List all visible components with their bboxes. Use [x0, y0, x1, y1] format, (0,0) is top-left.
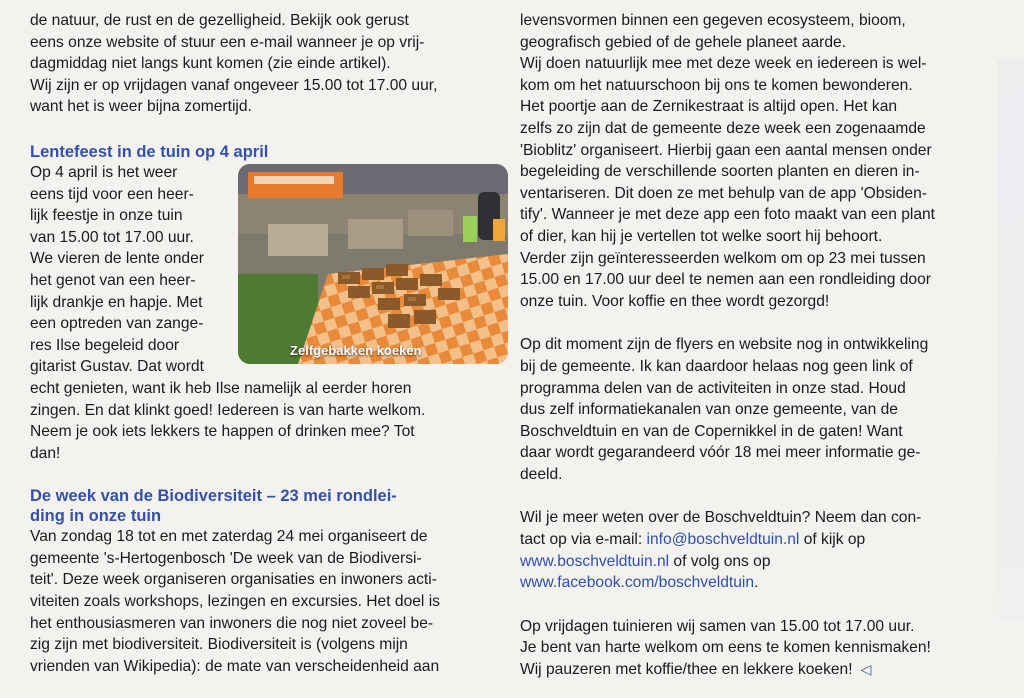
contact-intro-text: Wil je meer weten over de Boschveldtuin? Neem dan con- tact op via e-mail:	[520, 509, 922, 549]
contact-end-text: .	[754, 574, 759, 592]
lentefeest-heading: Lentefeest in de tuin op 4 april	[30, 142, 269, 161]
left-column	[30, 10, 506, 677]
right-column	[520, 10, 998, 681]
website-link[interactable]: www.boschveldtuin.nl	[520, 552, 670, 570]
contact-mid2-text: of volg ons op	[673, 552, 771, 570]
cookies-photo	[238, 164, 508, 364]
contact-mid-text: of kijk op	[803, 531, 866, 549]
bioblitz-paragraph: levensvormen binnen een gegeven ecosysteem, bioom, geografisch gebied of de gehele planeet aarde. Wij doen natuurlijk mee met deze week en iedereen is wel- kom om het natuurschoon bij ons te komen bewonderen. Het poortje aan de Zernikestraat is altijd open. Het kan zelfs zo zijn dat de gemeente deze week een zogenaamde 'Bioblitz' organiseert. Hierbij gaan een aantal mensen onder begeleiding de verschillende soorten planten en dieren in- ventariseren. Dit doen ze met behulp van de app 'Obsiden- tify'. Wanneer je met deze app een foto maakt van een plant of dier, kan hij je vertellen tot welke soort hij behoort. Verder zijn geïnteresseerden welkom om op 23 mei tussen 15.00 en 17.00 uur deel te nemen aan een rondleiding door onze tuin. Voor koffie en thee wordt gezorgd!	[520, 12, 936, 310]
lentefeest-block	[30, 162, 506, 378]
facebook-link[interactable]: www.facebook.com/boschveldtuin	[520, 574, 755, 592]
closing-text: Op vrijdagen tuinieren wij samen van 15.00 tot 17.00 uur. Je bent van harte welkom om eens te komen kennismaken! Wij pauzeren met koffie/thee en lekkere koeken!	[520, 617, 931, 679]
contact-paragraph	[520, 507, 998, 593]
email-link[interactable]: info@boschveldtuin.nl	[646, 531, 800, 549]
closing-paragraph	[520, 616, 998, 681]
biodiversiteit-heading: De week van de Biodiversiteit – 23 mei rondlei- ding in onze tuin	[30, 487, 397, 526]
cookies-photo-illustration	[238, 164, 508, 364]
flyers-paragraph: Op dit moment zijn de flyers en website nog in ontwikkeling bij de gemeente. Ik kan daardoor helaas nog geen link of programma delen van de activiteiten in onze stad. Houd dus zelf informatiekanalen van onze gemeente, van de Boschveldtuin en van de Copernikkel in de gaten! Want daar wordt gegarandeerd vóór 18 mei meer informatie ge- deeld.	[520, 336, 929, 483]
biodiversiteit-text: Van zondag 18 tot en met zaterdag 24 mei organiseert de gemeente 's-Hertogenbosch 'De week van de Biodiversi- teit'. Deze week organiseren organisaties en inwoners acti- viteiten zoals workshops, lezingen en excursies. Het doel is het enthousiasmeren van inwoners die nog niet zoveel be- zig zijn met biodiversiteit. Biodiversiteit is (volgens mijn vrienden van Wikipedia): de mate van verscheidenheid aan	[30, 528, 440, 675]
lentefeest-rest-text: echt genieten, want ik heb Ilse namelijk al eerder horen zingen. En dat klinkt goed! Iedereen is van harte welkom. Neem je ook iets lekkers te happen of drinken mee? Tot dan!	[30, 379, 426, 462]
lentefeest-float-text: Op 4 april is het weer eens tijd voor een heer- lijk feestje in onze tuin van 15.00 tot 17.00 uur. We vieren de lente onder het genot van een heer- lijk drankje en hapje. Met een optreden van zange- res Ilse begeleid door gitarist Gustav. Dat wordt	[30, 163, 204, 376]
triangle-left-icon: ◁	[860, 661, 872, 678]
intro-paragraph: de natuur, de rust en de gezelligheid. Bekijk ook gerust eens onze website of stuur een e-mail wanneer je op vrij- dagmiddag niet langs kunt komen (zie einde artikel). Wij zijn er op vrijdagen vanaf ongeveer 15.00 tot 17.00 uur, want het is weer bijna zomertijd.	[30, 12, 438, 116]
photo-caption: Zelfgebakken koeken	[290, 342, 422, 358]
